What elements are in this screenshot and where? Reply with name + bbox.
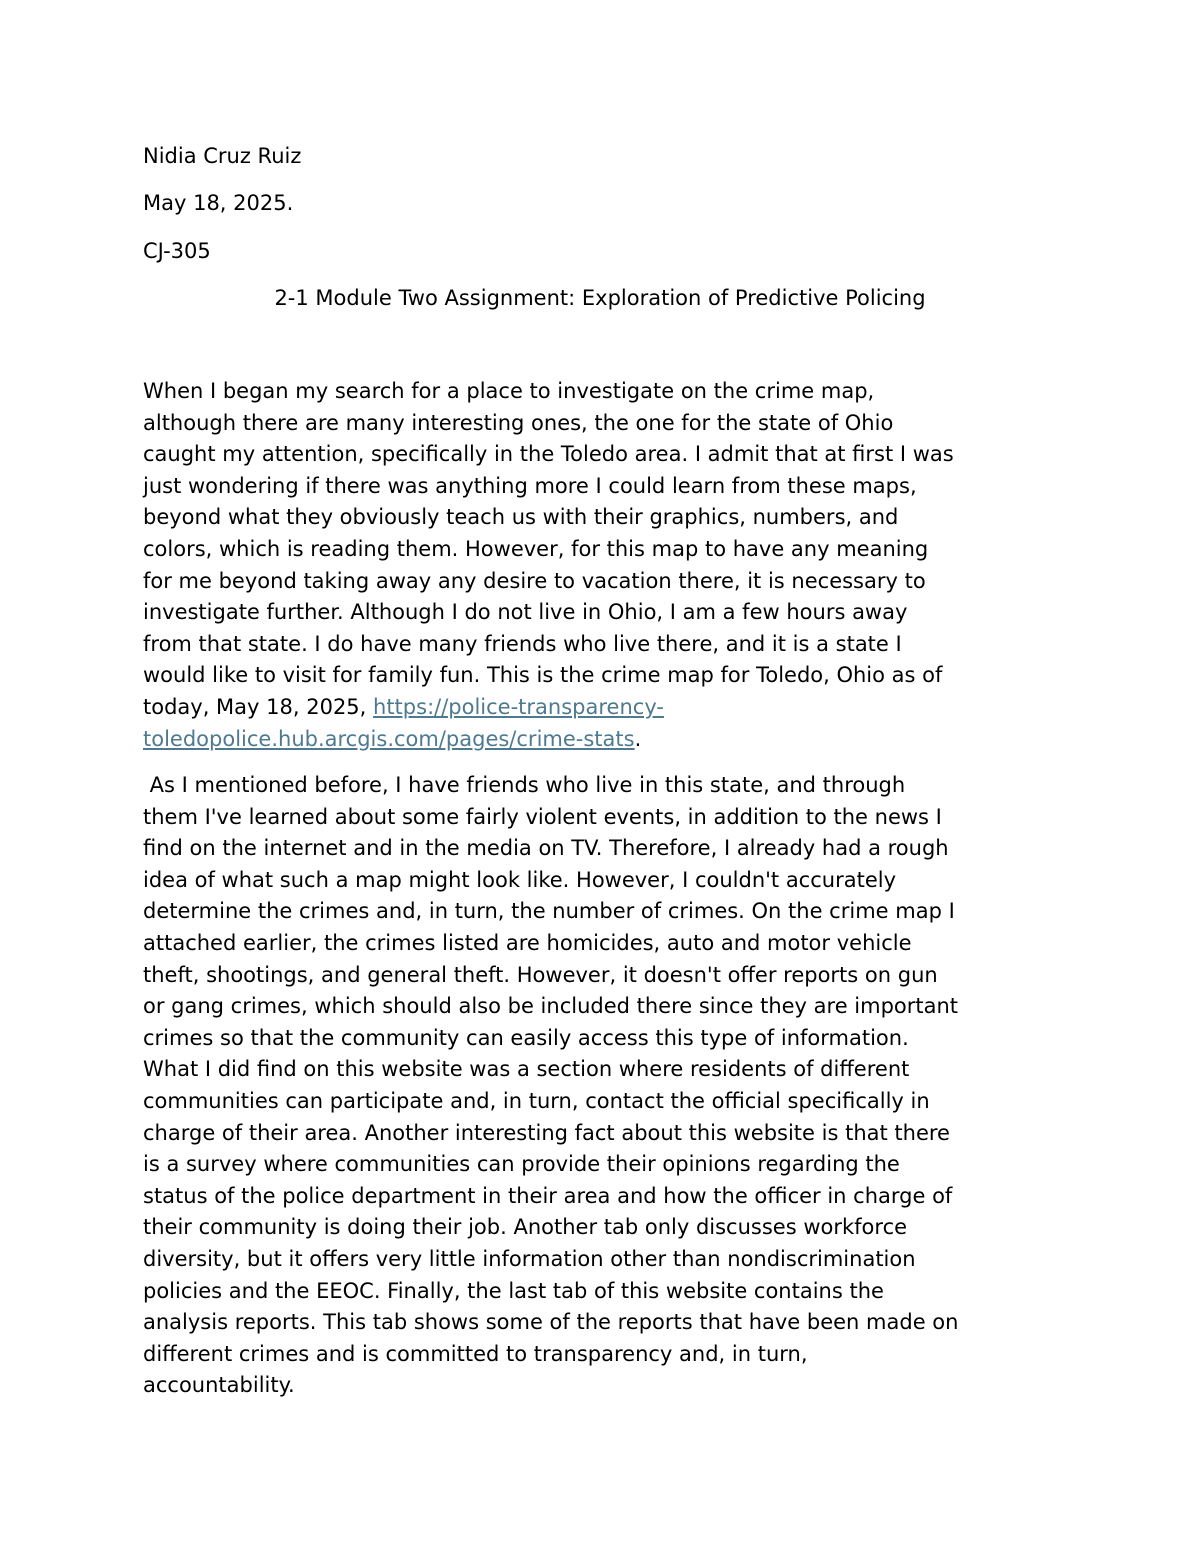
paragraph-line: analysis reports. This tab shows some of the reports that have been made on xyxy=(143,1310,959,1335)
link-prefix-text: today, May 18, 2025, xyxy=(143,694,374,719)
paragraph-line: caught my attention, specifically in the Toledo area. I admit that at first I was xyxy=(143,442,954,467)
document-date: May 18, 2025. xyxy=(143,191,294,215)
paragraph-line: or gang crimes, which should also be included there since they are important xyxy=(143,994,959,1019)
link-suffix-text: . xyxy=(634,726,642,751)
paragraph-line: colors, which is reading them. However, for this map to have any meaning xyxy=(143,536,929,561)
paragraph-line: although there are many interesting ones, the one for the state of Ohio xyxy=(143,410,894,435)
paragraph-line: charge of their area. Another interesting fact about this website is that there xyxy=(143,1120,950,1145)
paragraph-line: determine the crimes and, in turn, the number of crimes. On the crime map I xyxy=(143,899,955,924)
paragraph-line: their community is doing their job. Another tab only discusses workforce xyxy=(143,1215,908,1240)
paragraph-line: them I've learned about some fairly violent events, in addition to the news I xyxy=(143,804,942,829)
paragraph-line: investigate further. Although I do not live in Ohio, I am a few hours away xyxy=(143,600,908,625)
paragraph-line: just wondering if there was anything more I could learn from these maps, xyxy=(143,473,917,498)
paragraph-line: find on the internet and in the media on TV. Therefore, I already had a rough xyxy=(143,836,949,861)
paragraph-line: status of the police department in their area and how the officer in charge of xyxy=(143,1183,953,1208)
paragraph-line: As I mentioned before, I have friends who live in this state, and through xyxy=(143,773,906,797)
paragraph-line-with-link xyxy=(143,692,1063,724)
paragraph-line: policies and the EEOC. Finally, the last tab of this website contains the xyxy=(143,1278,884,1303)
paragraph-line: would like to visit for family fun. This is the crime map for Toledo, Ohio as of xyxy=(143,663,943,688)
paragraph-line: communities can participate and, in turn, contact the official specifically in xyxy=(143,1088,930,1113)
paragraph-line: from that state. I do have many friends who live there, and it is a state I xyxy=(143,631,902,656)
crime-stats-link-continued[interactable]: toledopolice.hub.arcgis.com/pages/crime-stats xyxy=(143,726,635,751)
paragraph-line: accountability. xyxy=(143,1373,295,1398)
document-title xyxy=(0,284,1200,312)
paragraph-line: for me beyond taking away any desire to vacation there, it is necessary to xyxy=(143,568,926,593)
author-name: Nidia Cruz Ruiz xyxy=(143,144,302,168)
paragraph-line: theft, shootings, and general theft. However, it doesn't offer reports on gun xyxy=(143,962,938,987)
course-code: CJ-305 xyxy=(143,239,211,263)
paragraph-line-with-link xyxy=(143,724,1063,756)
paragraph-1 xyxy=(143,376,1063,755)
paragraph-line: diversity, but it offers very little information other than nondiscrimination xyxy=(143,1246,916,1271)
paragraph-line: crimes so that the community can easily access this type of information. xyxy=(143,1025,909,1050)
paragraph-line: is a survey where communities can provide their opinions regarding the xyxy=(143,1152,900,1177)
paragraph-line: When I began my search for a place to investigate on the crime map, xyxy=(143,379,875,403)
document-title-text: 2-1 Module Two Assignment: Exploration of Predictive Policing xyxy=(274,286,926,310)
paragraph-line: different crimes and is committed to transparency and, in turn, xyxy=(143,1341,808,1366)
paragraph-line: attached earlier, the crimes listed are homicides, auto and motor vehicle xyxy=(143,930,912,955)
paragraph-line: beyond what they obviously teach us with their graphics, numbers, and xyxy=(143,505,899,530)
paragraph-line: What I did find on this website was a section where residents of different xyxy=(143,1057,910,1082)
paragraph-2 xyxy=(143,770,1063,1402)
crime-stats-link[interactable]: https://police-transparency- xyxy=(373,694,664,719)
paragraph-line: idea of what such a map might look like. However, I couldn't accurately xyxy=(143,867,897,892)
